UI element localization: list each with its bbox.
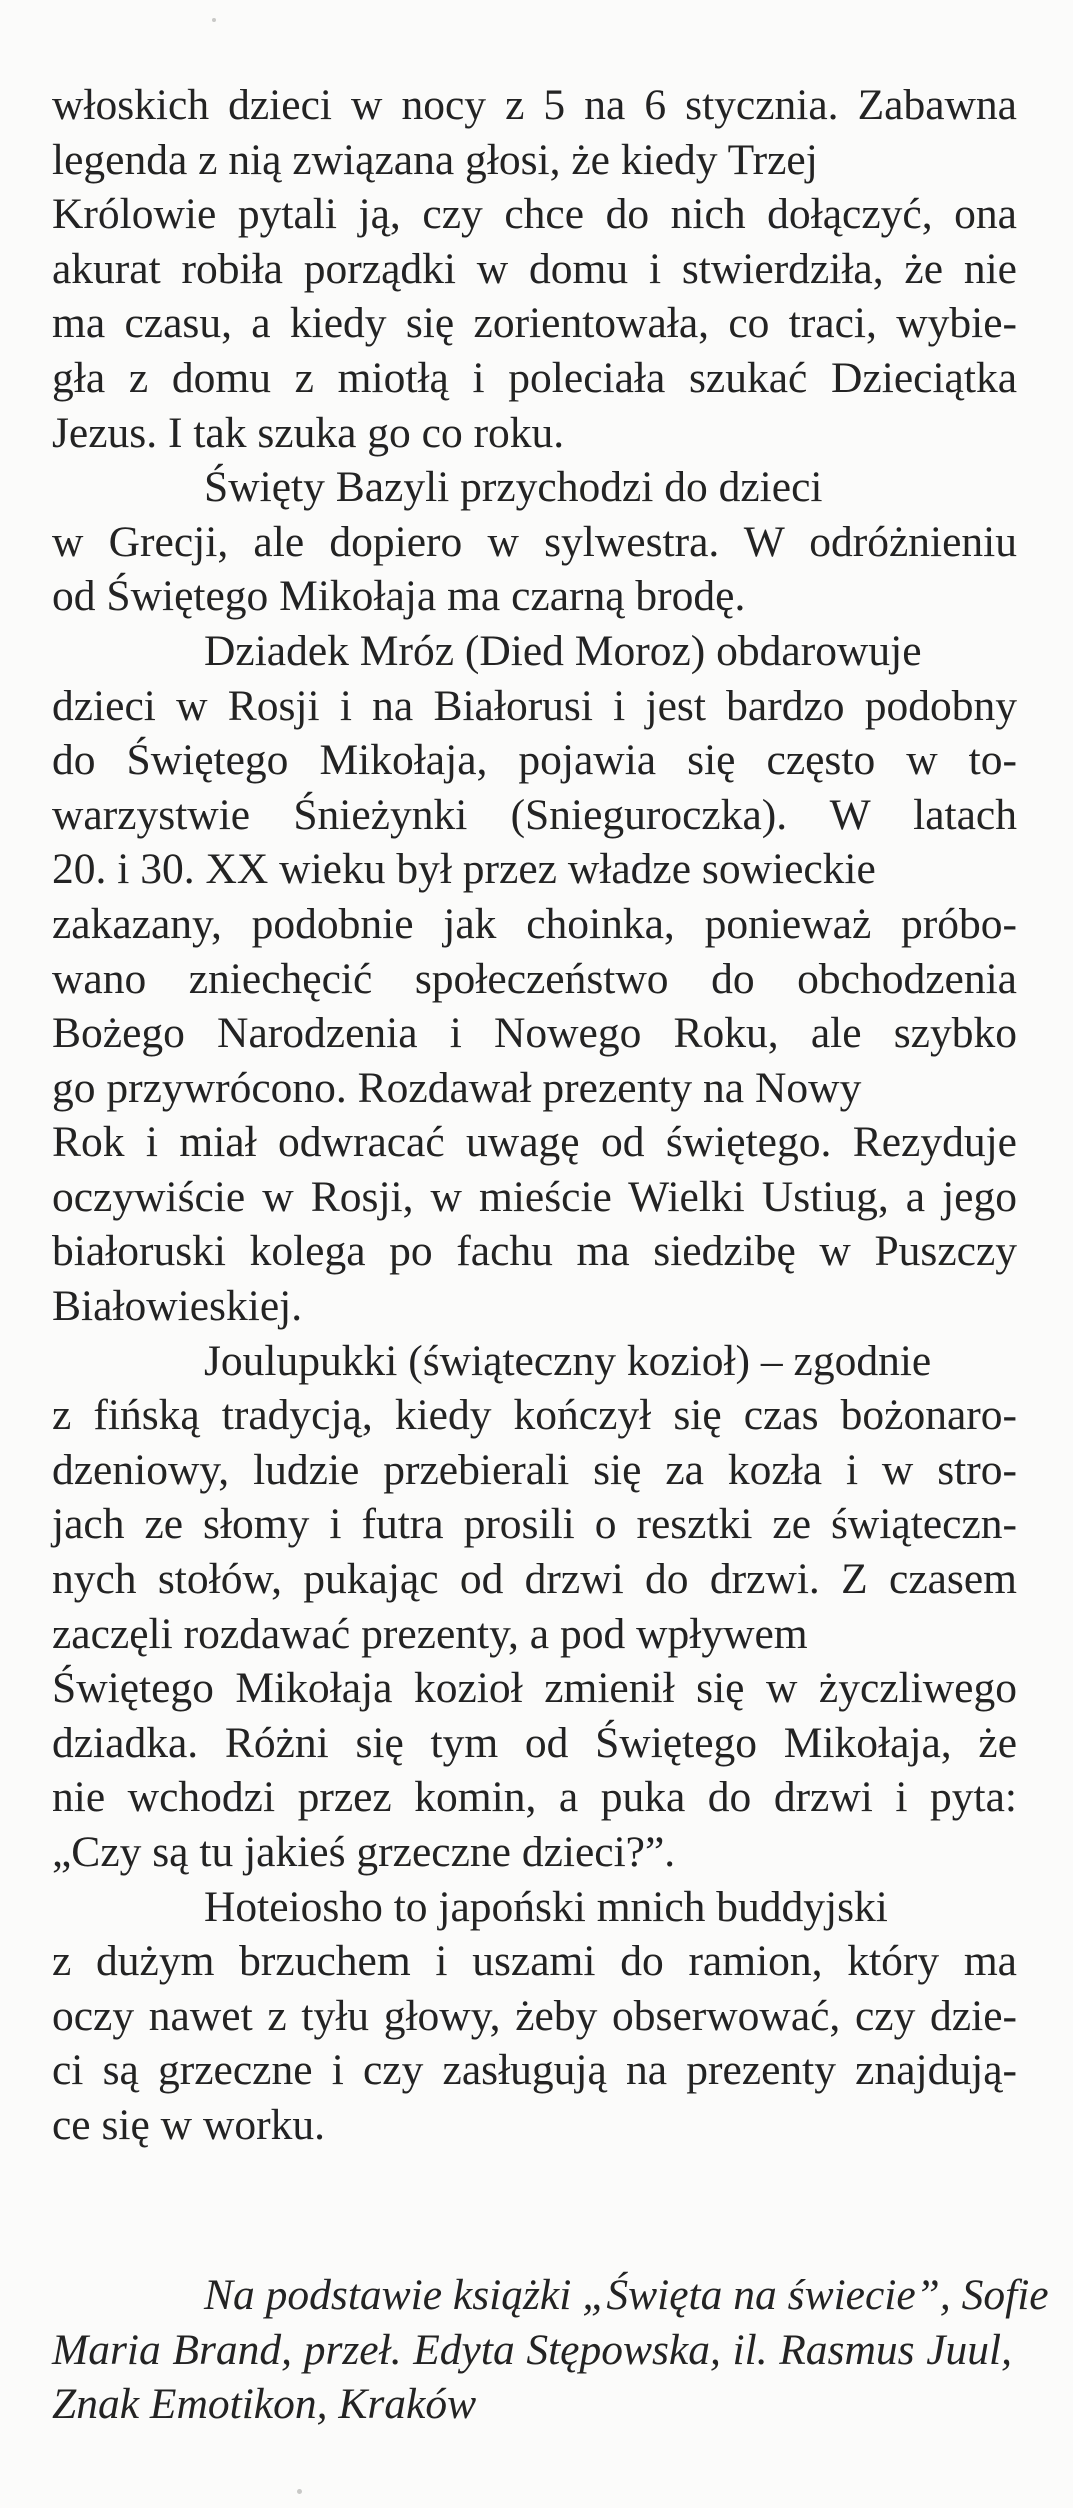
text-line: od Świętego Mikołaja ma czarną brodę. <box>52 572 746 621</box>
text-line: go przywrócono. Rozdawał prezenty na Nowy <box>52 1063 862 1112</box>
text-line: dzieci w Rosji i na Białorusi i jest bardzo podobny <box>52 681 1017 730</box>
text-line: zaczęli rozdawać prezenty, a pod wpływem <box>52 1609 808 1658</box>
text-line: nie wchodzi przez komin, a puka do drzwi i pyta: <box>52 1773 1017 1822</box>
text-line: akurat robiła porządki w domu i stwierdziła, że nie <box>52 244 1017 293</box>
text-line: warzystwie Śnieżynki (Snieguroczka). W latach <box>52 790 1017 839</box>
text-line: białoruski kolega po fachu ma siedzibę w Puszczy <box>52 1227 1017 1276</box>
source-line: Na podstawie książki „Święta na świecie”, Sofie <box>204 2271 1049 2319</box>
text-line: włoskich dzieci w nocy z 5 na 6 stycznia. Zabawna <box>52 81 1017 129</box>
text-line: Jezus. I tak szuka go co roku. <box>52 408 565 457</box>
text-line: 20. i 30. XX wieku był przez władze sowieckie <box>52 845 876 894</box>
text-line: Królowie pytali ją, czy chce do nich dołączyć, ona <box>52 190 1017 239</box>
paper-speck <box>212 18 216 22</box>
text-line: w Grecji, ale dopiero w sylwestra. W odróżnieniu <box>52 517 1017 566</box>
text-line: „Czy są tu jakieś grzeczne dzieci?”. <box>52 1828 676 1876</box>
text-line: Święty Bazyli przychodzi do dzieci <box>204 463 823 512</box>
text-line: ci są grzeczne i czy zasługują na prezenty znajdują- <box>52 2046 1017 2095</box>
text-line: nych stołów, pukając od drzwi do drzwi. Z czasem <box>52 1555 1017 1604</box>
text-line: z dużym brzuchem i uszami do ramion, który ma <box>52 1937 1017 1986</box>
text-line: wano zniechęcić społeczeństwo do obchodzenia <box>52 954 1017 1003</box>
text-line: Dziadek Mróz (Died Moroz) obdarowuje <box>204 626 922 675</box>
text-line: Świętego Mikołaja kozioł zmienił się w życzliwego <box>52 1664 1017 1713</box>
text-line: Joulupukki (świąteczny kozioł) – zgodnie <box>204 1336 932 1385</box>
article-body <box>52 78 1017 2153</box>
source-line: Znak Emotikon, Kraków <box>52 2380 477 2429</box>
text-line: ce się w worku. <box>52 2100 326 2149</box>
text-line: z fińską tradycją, kiedy kończył się czas bożonaro- <box>52 1391 1017 1440</box>
paper-speck <box>297 2489 302 2494</box>
text-line: do Świętego Mikołaja, pojawia się często w to- <box>52 736 1017 785</box>
source-line: Maria Brand, przeł. Edyta Stępowska, il. Rasmus Juul, <box>52 2325 1012 2374</box>
text-line: Rok i miał odwracać uwagę od świętego. Rezyduje <box>52 1118 1017 1167</box>
text-line: gła z domu z miotłą i poleciała szukać Dzieciątka <box>52 353 1017 402</box>
text-line: ma czasu, a kiedy się zorientowała, co traci, wybie- <box>52 299 1017 348</box>
text-line: Bożego Narodzenia i Nowego Roku, ale szybko <box>52 1009 1017 1058</box>
source-citation <box>52 2268 1049 2432</box>
text-line: Hoteiosho to japoński mnich buddyjski <box>204 1882 888 1931</box>
text-line: zakazany, podobnie jak choinka, ponieważ próbo- <box>52 899 1017 948</box>
text-line: oczy nawet z tyłu głowy, żeby obserwować, czy dzie- <box>52 1991 1017 2040</box>
text-line: dzeniowy, ludzie przebierali się za kozła i w stro- <box>52 1445 1017 1494</box>
text-line: jach ze słomy i futra prosili o resztki ze świąteczn- <box>52 1500 1017 1549</box>
text-line: Białowieskiej. <box>52 1282 303 1331</box>
text-line: dziadka. Różni się tym od Świętego Mikołaja, że <box>52 1718 1017 1767</box>
text-line: legenda z nią związana głosi, że kiedy Trzej <box>52 135 818 184</box>
text-line: oczywiście w Rosji, w mieście Wielki Ustiug, a jego <box>52 1172 1017 1221</box>
